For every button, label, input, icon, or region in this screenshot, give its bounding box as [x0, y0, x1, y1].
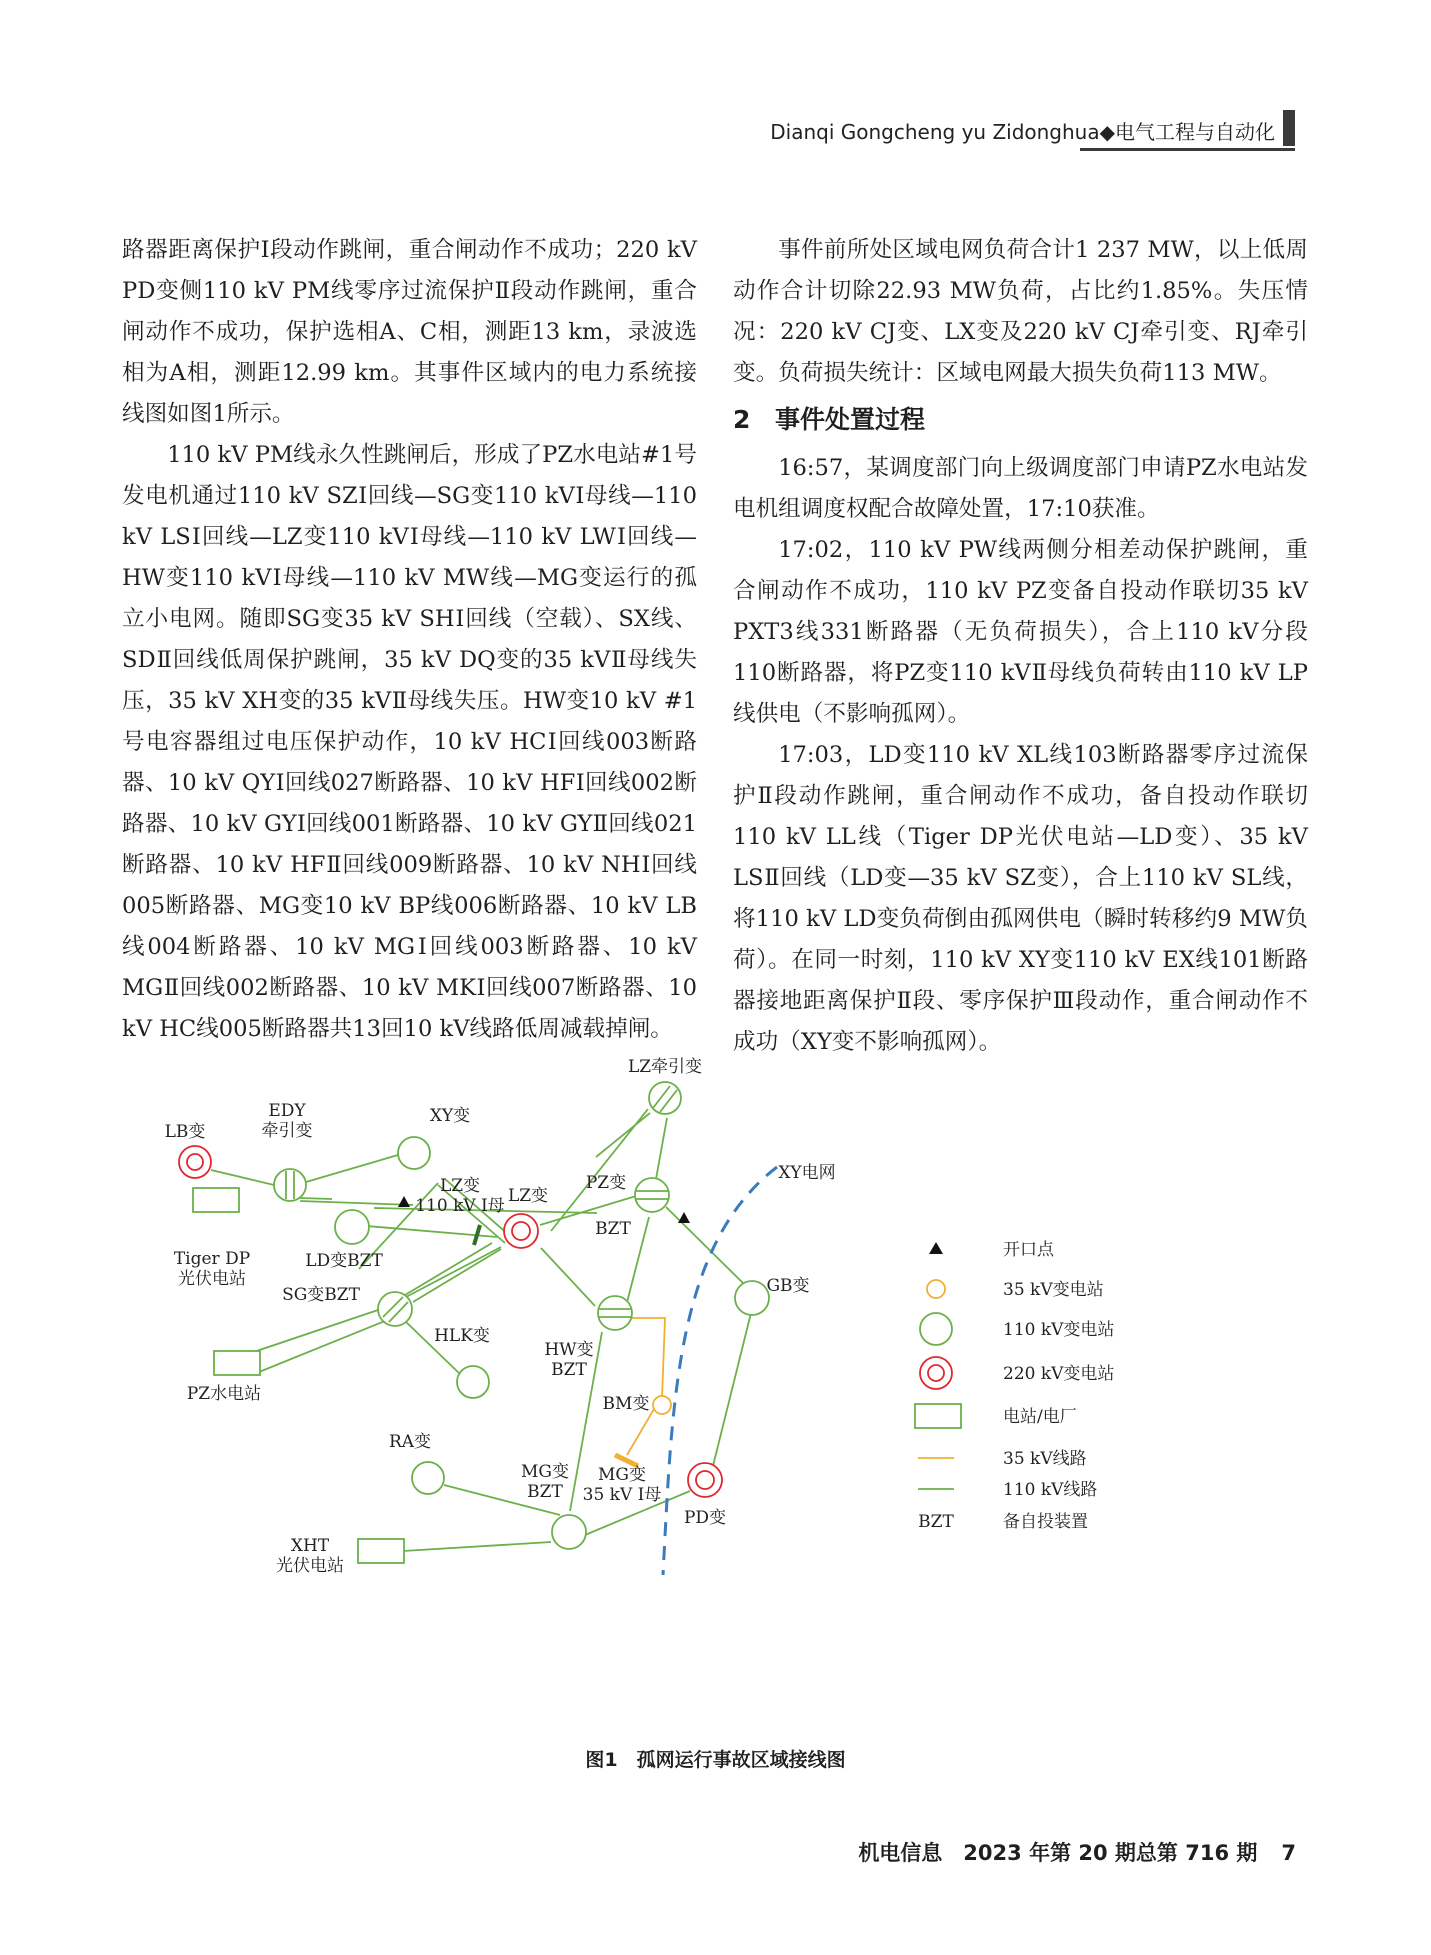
- label-gb: GB变: [766, 1276, 810, 1296]
- line-lzq-xy: [551, 1109, 648, 1231]
- mg-substation: [552, 1515, 586, 1549]
- label-lz-bus-1: LZ变: [439, 1176, 481, 1196]
- open-point-marker-ld: [398, 1196, 410, 1207]
- legend-label-110kv-line: 110 kV线路: [1003, 1480, 1098, 1500]
- sg-substation: [378, 1292, 412, 1326]
- label-pd: PD变: [683, 1508, 727, 1528]
- section-title: 事件处置过程: [775, 405, 926, 434]
- wiring-diagram: [155, 1057, 1290, 1715]
- label-pz-bzt: BZT: [595, 1219, 631, 1239]
- line-sg-lz-link: [406, 1247, 501, 1297]
- section-heading: [733, 398, 1308, 442]
- label-xht-1: XHT: [290, 1536, 330, 1556]
- legend-circle-35-icon: [927, 1280, 945, 1298]
- label-hw-2: BZT: [551, 1360, 587, 1380]
- label-edy-1: EDY: [268, 1101, 306, 1121]
- label-tiger-1: Tiger DP: [173, 1249, 251, 1269]
- tiger-dp-station: [193, 1188, 239, 1212]
- header-text: Dianqi Gongcheng yu Zidonghua◆电气工程与自动化: [770, 120, 1275, 144]
- open-point-marker-pz: [678, 1212, 690, 1223]
- line-lb-edy: [211, 1170, 274, 1185]
- header-bar: [1283, 110, 1295, 146]
- label-tiger-2: 光伏电站: [178, 1269, 246, 1289]
- xy-substation: [398, 1137, 430, 1169]
- legend-triangle-icon: [929, 1242, 943, 1254]
- page-footer: [858, 1837, 1296, 1867]
- pd-substation: [688, 1463, 722, 1497]
- label-bm: BM变: [602, 1394, 650, 1414]
- xht-pv-station: [358, 1539, 404, 1563]
- legend-circle-220-inner-icon: [928, 1365, 944, 1381]
- section-number: 2: [733, 405, 751, 434]
- figure-caption: 图1 孤网运行事故区域接线图: [585, 1749, 846, 1771]
- pz-hydro-station: [214, 1351, 260, 1375]
- legend-label-station: 电站/电厂: [1003, 1407, 1077, 1427]
- line-lzbus-sg-b: [413, 1249, 501, 1302]
- header-rule: [1080, 148, 1295, 151]
- label-sg: SG变BZT: [282, 1285, 360, 1305]
- legend-label-220kv-sub: 220 kV变电站: [1003, 1364, 1115, 1384]
- label-xy-grid: XY电网: [778, 1163, 836, 1183]
- lzq-traction-substation: [649, 1082, 681, 1114]
- label-pz: PZ变: [585, 1173, 627, 1193]
- label-hw-1: HW变: [544, 1340, 594, 1360]
- line-xht-mg: [403, 1542, 551, 1551]
- edy-traction-substation: [274, 1169, 306, 1201]
- legend-label-35kv-line: 35 kV线路: [1003, 1449, 1087, 1469]
- label-mg-bus-1: MG变: [598, 1465, 646, 1485]
- line-gb-pd: [711, 1313, 751, 1474]
- right-paragraph-2: 16:57，某调度部门向上级调度部门申请PZ水电站发电机组调度权配合故障处置，17:10获准。: [733, 455, 1308, 522]
- label-lb: LB变: [164, 1122, 206, 1142]
- label-pzs: PZ水电站: [186, 1384, 262, 1404]
- label-hlk: HLK变: [434, 1326, 490, 1346]
- label-mg-2: BZT: [527, 1482, 563, 1502]
- label-lz-bus-2: 110 kV Ⅰ母: [415, 1196, 505, 1216]
- legend-circle-110-icon: [920, 1313, 952, 1345]
- ld-substation: [335, 1210, 369, 1244]
- line-edy-xy: [306, 1155, 398, 1182]
- legend-label-110kv-sub: 110 kV变电站: [1003, 1320, 1115, 1340]
- hlk-substation: [457, 1366, 489, 1398]
- line-35kv-hw-bm: [627, 1318, 665, 1398]
- label-xht-2: 光伏电站: [276, 1556, 344, 1576]
- legend-rect-icon: [915, 1404, 961, 1428]
- legend-label-35kv-sub: 35 kV变电站: [1003, 1280, 1104, 1300]
- pz-substation: [635, 1178, 669, 1212]
- line-35kv-bm-mgbus: [627, 1409, 654, 1455]
- running-header: [760, 110, 1295, 150]
- line-tiger-ld-2: [300, 1201, 413, 1205]
- left-paragraph-1: 路器距离保护Ⅰ段动作跳闸，重合闸动作不成功；220 kV PD变侧110 kV PM线零序过流保护Ⅱ段动作跳闸，重合闸动作不成功，保护选相A、C相，测距13 km，录波选相为A相，测距12.99 km。其事件区域内的电力系统接线图如图1所示。: [122, 237, 697, 427]
- left-column: [122, 230, 697, 1050]
- bm-substation: [653, 1396, 671, 1414]
- hw-substation: [598, 1296, 632, 1330]
- label-ld: LD变BZT: [305, 1251, 383, 1271]
- ra-substation: [412, 1462, 444, 1494]
- label-lz: LZ变: [507, 1186, 549, 1206]
- page-number: 7: [1281, 1841, 1296, 1865]
- lb-substation: [179, 1146, 211, 1178]
- right-paragraph-1: 事件前所处区域电网负荷合计1 237 MW，以上低周动作合计切除22.93 MW负荷，占比约1.85%。失压情况：220 kV CJ变、LX变及220 kV CJ牵引变、RJ牵引变。负荷损失统计：区域电网最大损失负荷113 MW。: [733, 237, 1308, 386]
- legend-label-open-point: 开口点: [1003, 1240, 1054, 1260]
- lz-substation: [504, 1214, 538, 1248]
- legend: [915, 1240, 1114, 1532]
- label-mg-bus-2: 35 kV Ⅰ母: [582, 1485, 662, 1505]
- label-ra: RA变: [388, 1432, 432, 1452]
- legend-label-bzt: 备自投装置: [1003, 1512, 1088, 1532]
- line-lz-hw: [541, 1248, 595, 1306]
- line-lzbus-sg-a: [405, 1243, 492, 1295]
- left-paragraph-2: 110 kV PM线永久性跳闸后，形成了PZ水电站#1号发电机通过110 kV SZⅠ回线—SG变110 kVⅠ母线—110 kV LSⅠ回线—LZ变110 kVⅠ母线—110 kV LWⅠ回线—HW变110 kVⅠ母线—110 kV MW线—MG变运行的孤立小电网。随即SG变35 kV SHⅠ回线（空载）、SX线、SDⅡ回线低周保护跳闸，35 kV DQ变的35 kVⅡ母线失压，35 kV XH变的35 kVⅡ母线失压。HW变10 kV #1号电容器组过电压保护动作，10 kV HCⅠ回线003断路器、10 kV QYⅠ回线027断路器、10 kV HFⅠ回线002断路器、10 kV GYⅠ回线001断路器、10 kV GYⅡ回线021断路器、10 kV HFⅡ回线009断路器、10 kV NHⅠ回线005断路器、MG变10 kV BP线006断路器、10 kV LB线004断路器、10 kV MGⅠ回线003断路器、10 kV MGⅡ回线002断路器、10 kV MKⅠ回线007断路器、10 kV HC线005断路器共13回10 kV线路低周减载掉闸。: [122, 442, 697, 1042]
- label-edy-2: 牵引变: [261, 1121, 313, 1141]
- legend-bzt-abbrev: BZT: [918, 1512, 954, 1532]
- gb-substation: [735, 1281, 769, 1315]
- line-pz-gb: [666, 1207, 748, 1288]
- right-column: [733, 230, 1308, 1063]
- label-lzq: LZ牵引变: [627, 1057, 703, 1077]
- label-mg-1: MG变: [521, 1462, 569, 1482]
- journal-info: 机电信息 2023 年第 20 期总第 716 期: [858, 1841, 1258, 1865]
- line-tiger-ld: [300, 1198, 332, 1199]
- label-xy: XY变: [429, 1106, 471, 1126]
- right-paragraph-3: 17:02，110 kV PW线两侧分相差动保护跳闸，重合闸动作不成功，110 kV PZ变备自投动作联切35 kV PXT3线331断路器（无负荷损失），合上110 kV分段110断路器，将PZ变110 kVⅡ母线负荷转由110 kV LP线供电（不影响孤网）。: [733, 537, 1308, 727]
- line-lzq-pz-a: [596, 1113, 650, 1157]
- right-paragraph-4: 17:03，LD变110 kV XL线103断路器零序过流保护Ⅱ段动作跳闸，重合闸动作不成功，备自投动作联切110 kV LL线（Tiger DP光伏电站—LD变）、35 kV LSⅡ回线（LD变—35 kV SZ变），合上110 kV SL线，将110 kV LD变负荷倒由孤网供电（瞬时转移约9 MW负荷）。在同一时刻，110 kV XY变110 kV EX线101断路器接地距离保护Ⅱ段、零序保护Ⅲ段动作，重合闸动作不成功（XY变不影响孤网）。: [733, 742, 1308, 1055]
